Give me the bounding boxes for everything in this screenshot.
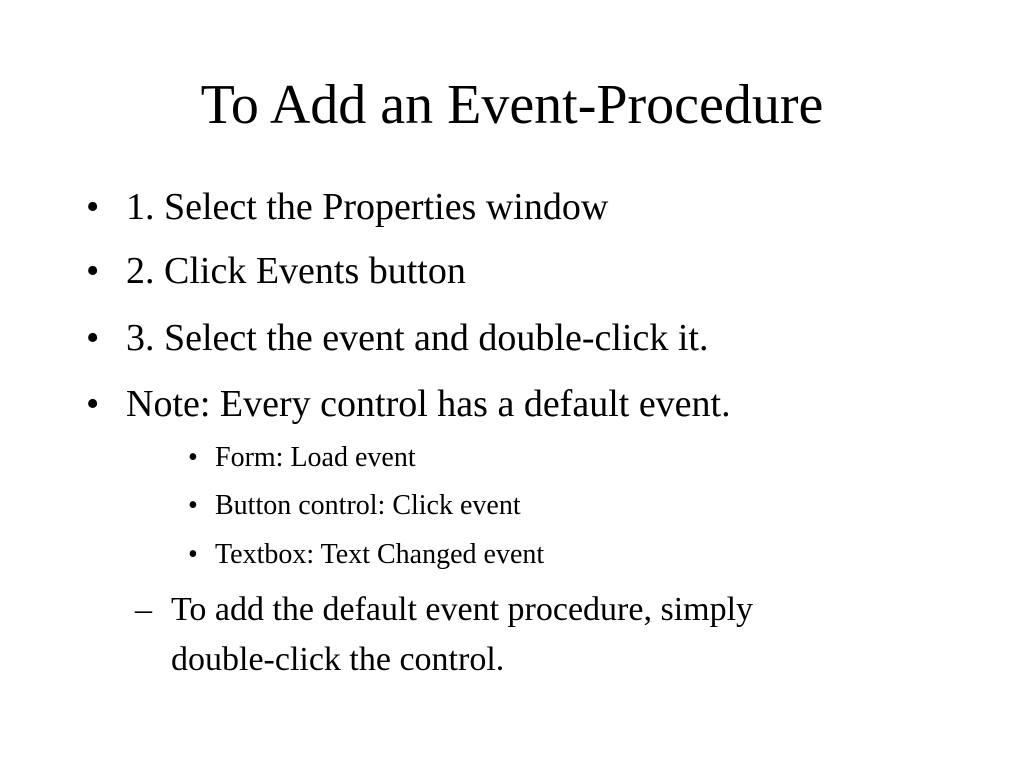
dash-text-line-1: To add the default event procedure, simply bbox=[171, 591, 754, 628]
sub-bullet-marker: • bbox=[188, 539, 198, 570]
slide-title: To Add an Event-Procedure bbox=[200, 74, 824, 136]
bullet-text: 2. Click Events button bbox=[126, 250, 466, 292]
bullet-marker: • bbox=[86, 186, 100, 228]
bullet-text: 3. Select the event and double-click it. bbox=[126, 317, 709, 359]
sub-bullet-marker: • bbox=[188, 490, 198, 521]
dash-text-line-2: double-click the control. bbox=[171, 641, 505, 678]
bullet-text: 1. Select the Properties window bbox=[126, 186, 609, 228]
sub-bullet-text: Button control: Click event bbox=[215, 490, 521, 521]
sub-bullet-marker: • bbox=[188, 442, 198, 473]
sub-bullet-text: Form: Load event bbox=[215, 442, 416, 473]
bullet-marker: • bbox=[86, 317, 100, 359]
bullet-marker: • bbox=[86, 250, 100, 292]
sub-bullet-text: Textbox: Text Changed event bbox=[215, 539, 545, 570]
bullet-text: Note: Every control has a default event. bbox=[126, 383, 731, 425]
bullet-marker: • bbox=[86, 383, 100, 425]
dash-marker: – bbox=[135, 591, 152, 628]
